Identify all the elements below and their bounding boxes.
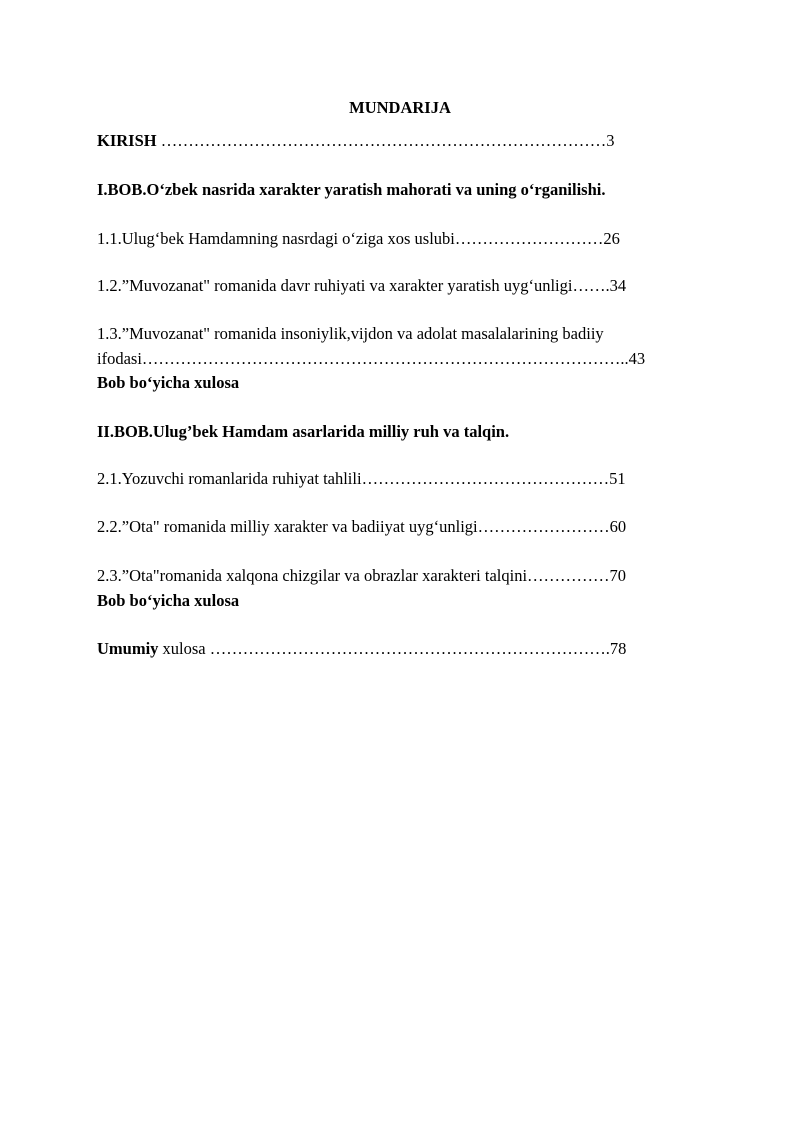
toc-entry-1-3-line-1: 1.3.”Muvozanat" romanida insoniylik,vijdon va adolat masalalarining badiiy — [97, 324, 604, 343]
toc-chapter-1-heading: I.BOB.O‘zbek nasrida xarakter yaratish mahorati va uning o‘rganilishi. — [97, 180, 606, 199]
toc-entry-1-1: 1.1.Ulug‘bek Hamdamning nasrdagi o‘ziga xos uslubi………………………26 — [97, 229, 620, 248]
toc-entry-kirish: KIRISH ………………………………………………………………………3 — [97, 131, 615, 150]
toc-chapter-1-conclusion: Bob bo‘yicha xulosa — [97, 373, 240, 392]
toc-entry-2-1: 2.1.Yozuvchi romanlarida ruhiyat tahlili………………………………………51 — [97, 469, 626, 488]
page-title: MUNDARIJA — [349, 98, 451, 117]
toc-entry-1-2: 1.2.”Muvozanat" romanida davr ruhiyati va xarakter yaratish uyg‘unligi…….34 — [97, 276, 627, 295]
toc-chapter-2-conclusion: Bob bo‘yicha xulosa — [97, 591, 240, 610]
toc-entry-2-2: 2.2.”Ota" romanida milliy xarakter va badiiyat uyg‘unligi……………………60 — [97, 517, 627, 536]
toc-entry-2-3: 2.3.”Ota"romanida xalqona chizgilar va obrazlar xarakteri talqini……………70 — [97, 566, 627, 585]
toc-entry-1-3-line-2: ifodasi……………………………………………………………………………..43 — [97, 349, 646, 368]
toc-entry-conclusion — [97, 639, 626, 659]
toc-chapter-2-heading: II.BOB.Ulug’bek Hamdam asarlarida milliy ruh va talqin. — [97, 422, 510, 441]
conclusion-label: Umumiy xulosa ……………………………………………………………….78 — [97, 639, 627, 658]
